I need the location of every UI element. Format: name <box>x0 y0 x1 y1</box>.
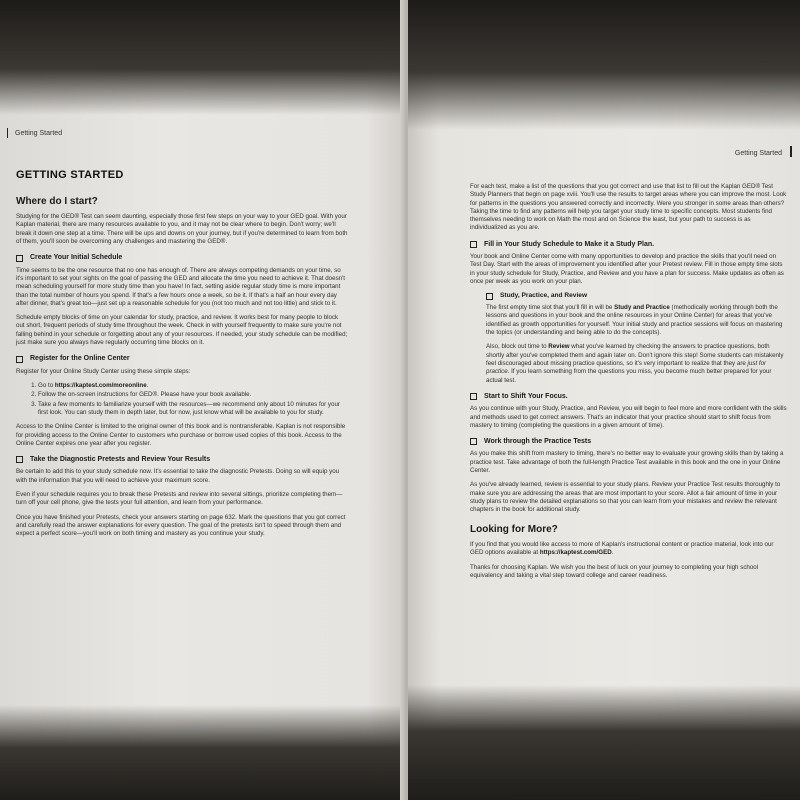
paragraph: Access to the Online Center is limited to the original owner of this book and is nontransferable. Kaplan is not responsible for providing access to the Online Center to customers who purchase or borrow used copies of this book. Access to the Online Center expires one year after you register. <box>16 423 346 447</box>
section-looking-for-more: Looking for More? <box>470 523 558 535</box>
left-running-head: Getting Started <box>15 130 63 137</box>
paragraph: Your book and Online Center come with many opportunities to develop and practice the skills that you'll need on Test Day. Start with the areas of improvement you identified after your Pretest review. Fill in those empty time slots in your study schedule for Study, Practice, and Review and you have a plan for success. Make updates as often as once per week as you work on your plan. <box>470 253 784 286</box>
step-heading: Create Your Initial Schedule <box>30 254 123 262</box>
registration-steps <box>16 382 348 417</box>
paragraph: As you make this shift from mastery to timing, there's no better way to evaluate your growing skills than by taking a practice test. Take advantage of both the full-length Practice Test available in this book and the one in your Online Center. <box>470 450 784 475</box>
substep-heading: Study, Practice, and Review <box>500 292 588 300</box>
step-heading: Register for the Online Center <box>30 355 130 363</box>
right-top-shadow <box>408 0 800 130</box>
step-create-schedule <box>16 253 348 262</box>
paragraph: Schedule empty blocks of time on your calendar for study, practice, and review. It works best for many people to block out short, frequent periods of study time throughout the week. Check in with yourself frequently to make sure you're not falling behind in your schedule or forgetting about any of your resources. If needed, your study schedule can be modified; just make sure you always have regularly occurring time blocks on it. <box>16 314 348 347</box>
paragraph: Register for your Online Study Center using these simple steps: <box>16 367 191 375</box>
checkbox-icon <box>470 241 477 248</box>
section-title: Where do I start? <box>16 195 98 207</box>
paragraph: If you find that you would like access to more of Kaplan's instructional content or practice material, look into our GED options available at https://kaptest.com/GED. <box>470 540 774 557</box>
paragraph: As you continue with your Study, Practice, and Review, you will begin to feel more and more confident with the skills and methods used to get correct answers. That's an indicator that your practice should start to shift focus from mastery to timing (completing the questions in a given amount of time). <box>470 405 787 429</box>
paragraph: Also, block out time to Review what you've learned by checking the answers to practice questions, both shortly after you've completed them and again later on. Don't ignore this step! Some students can mistakenly feel discouraged about missing practice questions, so it's very important to realize that they are just for practice. If you learn something from the questions you miss, you become much better prepared for your actual test. <box>486 343 784 384</box>
step-fill-schedule <box>470 240 788 249</box>
substep-study-practice-review <box>486 292 788 301</box>
checkbox-icon <box>470 438 477 445</box>
right-running-head: Getting Started <box>734 150 782 157</box>
checkbox-icon <box>16 456 23 463</box>
chapter-title: GETTING STARTED <box>16 169 124 181</box>
right-bottom-shadow <box>408 685 800 800</box>
paragraph: As you've already learned, review is essential to your study plans. Review your Practice Test results thoroughly to make sure you are addressing the areas that are most important to your score. Allot a fair amount of time in your study plans to review the detailed explanations so that you can learn from your mistakes and review the relevant chapters in the book for additional study. <box>470 481 781 514</box>
paragraph: For each test, make a list of the questions that you got correct and use that list to fill out the Kaplan GED® Test Study Planners that begin on page xviii. You'll use the results to target areas where you can improve the most. Look for patterns in the questions you answered correctly and incorrectly. Were you stronger in some areas than others? Taking the time to find any patterns will help you target your study time to specific concepts. Most students find themselves needing to work on Math the most and on Science the least, but your path to success is as individualized as you are. <box>470 183 787 232</box>
step-heading: Fill in Your Study Schedule to Make it a Study Plan. <box>484 240 655 248</box>
paragraph: Time seems to be the one resource that no one has enough of. There are always competing demands on your time, so it's important to set your sights on the goal of passing the GED and allocate the time you need to achieve it. That doesn't mean scheduling yourself for more study time than you have! In fact, setting aside regular study time is more important than the total number of hours you spend. If that's a few hours once a week, so be it. If that's a half an hour every day after dinner, that's great too—just set up a reasonable schedule for you (not too much and not too little) and stick to it. <box>16 266 346 307</box>
step-register-online <box>16 354 348 363</box>
left-page-content <box>16 168 348 545</box>
list-item: 3. Take a few moments to familiarize yourself with the resources—we recommend only about 10 minutes for your first look. You can study them in depth later, but for now, just know what will be available to you for study. <box>38 401 348 418</box>
step-diagnostic-pretests <box>16 455 348 464</box>
ged-link: https://kaptest.com/GED <box>539 549 612 557</box>
list-item: 2. Follow the on-screen instructions for GED®. Please have your book available. <box>38 391 348 399</box>
checkbox-icon <box>16 356 23 363</box>
list-item: 1. Go to https://kaptest.com/moreonline. <box>38 382 348 390</box>
left-bottom-shadow <box>0 705 406 800</box>
left-header-rule <box>7 128 8 138</box>
right-page-content <box>470 183 788 586</box>
step-heading: Take the Diagnostic Pretests and Review Your Results <box>30 456 211 464</box>
step-shift-focus <box>470 392 788 401</box>
checkbox-icon <box>486 293 493 300</box>
checkbox-icon <box>470 393 477 400</box>
subsection-study-practice-review <box>470 292 788 385</box>
step-heading: Work through the Practice Tests <box>484 438 592 446</box>
paragraph: Even if your schedule requires you to break these Pretests and review into several sittings, prioritize completing them—turn off your cell phone, give the tests your full attention, and learn from your performance. <box>16 491 343 507</box>
checkbox-icon <box>16 255 23 262</box>
intro-paragraph: Studying for the GED® Test can seem daunting, especially those first few steps on your way to your GED goal. With your Kaplan material, there are many resources available to you, and it may not be clear where to begin. Don't worry; we'll break it down one step at a time. There will be ups and downs on your journey, but if you're determined to learn from both of them, you'll soon be overcoming any challenges and mastering the GED®. <box>16 213 348 246</box>
left-top-shadow <box>0 0 406 115</box>
step-practice-tests <box>470 437 788 446</box>
paragraph: The first empty time slot that you'll fill in will be Study and Practice (methodically working through both the lessons and questions in your book and the online resources in your Online Center) for areas that you've identified as growth opportunities for yourself. Your initial study and practice sessions will focus on mastering the topics (or understanding and being able to do the concepts). <box>486 304 783 337</box>
paragraph: Be certain to add this to your study schedule now. It's essential to take the diagnostic Pretests. Doing so will equip you with the information that you will need to achieve your maximum score. <box>16 468 340 484</box>
right-header-rule <box>790 146 792 157</box>
step-heading: Start to Shift Your Focus. <box>484 392 568 400</box>
paragraph: Once you have finished your Pretests, check your answers starting on page 632. Mark the questions that you got correct and carefully read the answer explanations for every question. The goal of the pretests isn't to speed through them and expect a perfect score—you'll work on both timing and mastery as you continue your study. <box>16 513 346 538</box>
registration-link: https://kaptest.com/moreonline <box>54 382 147 390</box>
paragraph: Thanks for choosing Kaplan. We wish you the best of luck on your journey to completing your high school equivalency and taking a vital step toward college and career readiness. <box>470 563 759 579</box>
right-page <box>408 0 800 800</box>
